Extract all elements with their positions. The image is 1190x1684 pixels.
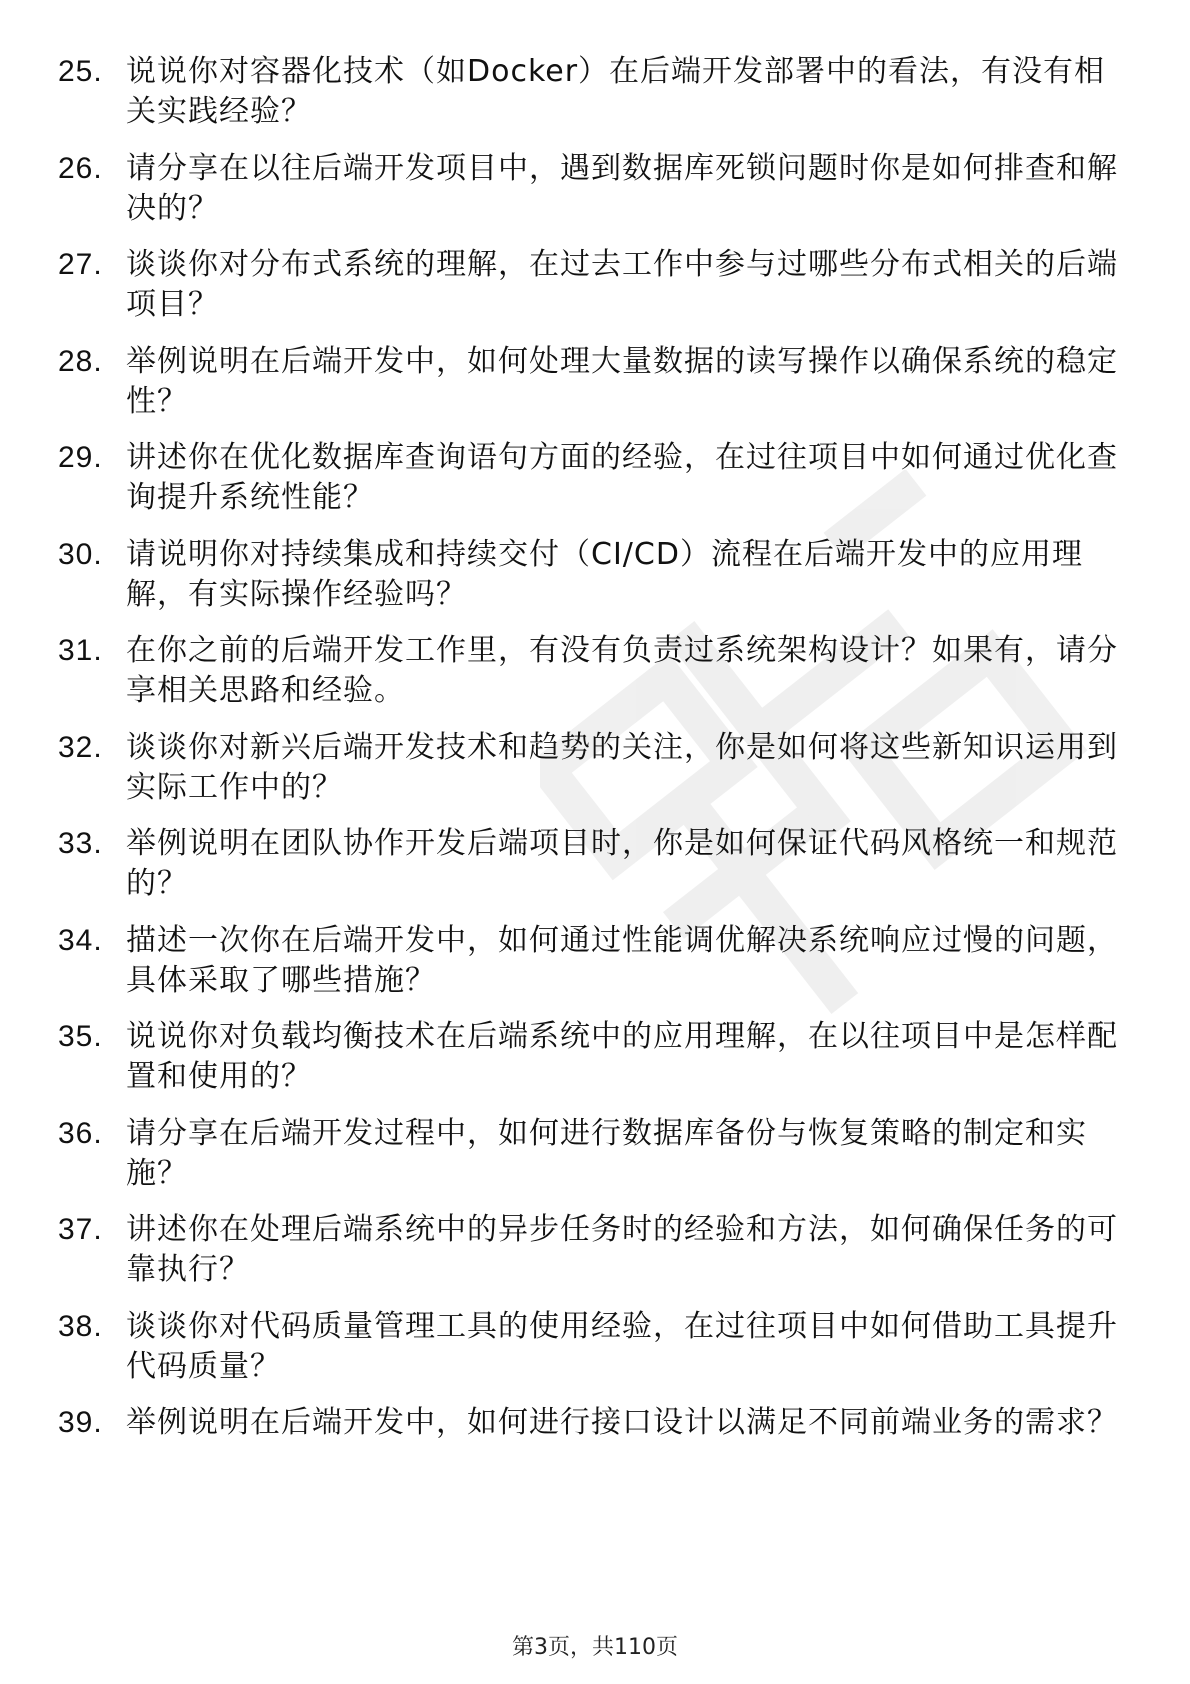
question-number: 34.	[58, 923, 103, 957]
question-item	[58, 1403, 1118, 1443]
question-text: 请说明你对持续集成和持续交付（CI/CD）流程在后端开发中的应用理解，有实际操作经验吗？	[126, 536, 1083, 612]
question-text: 说说你对容器化技术（如Docker）在后端开发部署中的看法，有没有相关实践经验？	[126, 54, 1106, 129]
page-footer: 第3页，共110页	[512, 1635, 678, 1660]
question-text: 请分享在后端开发过程中，如何进行数据库备份与恢复策略的制定和实施？	[126, 1115, 1087, 1191]
question-number: 37.	[58, 1213, 103, 1246]
question-number: 25.	[58, 55, 103, 88]
question-item	[58, 1307, 1118, 1387]
question-number: 35.	[58, 1020, 103, 1053]
question-item	[58, 631, 1118, 711]
question-item	[58, 342, 1118, 422]
question-item	[58, 1114, 1118, 1194]
question-text: 讲述你在优化数据库查询语句方面的经验，在过往项目中如何通过优化查询提升系统性能？	[126, 440, 1118, 515]
question-number: 31.	[58, 634, 103, 667]
question-text: 请分享在以往后端开发项目中，遇到数据库死锁问题时你是如何排查和解决的？	[126, 150, 1118, 226]
question-item	[58, 535, 1118, 615]
question-item	[58, 149, 1118, 229]
question-number: 28.	[58, 344, 103, 378]
question-text: 谈谈你对分布式系统的理解，在过去工作中参与过哪些分布式相关的后端项目？	[126, 247, 1118, 322]
question-text: 在你之前的后端开发工作里，有没有负责过系统架构设计？如果有，请分享相关思路和经验。	[126, 633, 1118, 708]
question-list	[58, 52, 1118, 1460]
question-number: 36.	[58, 1116, 103, 1150]
question-number: 26.	[58, 151, 103, 185]
question-number: 30.	[58, 537, 103, 571]
question-number: 33.	[58, 827, 103, 860]
question-item	[58, 1017, 1118, 1097]
question-number: 39.	[58, 1406, 103, 1439]
question-item	[58, 245, 1118, 325]
question-text: 说说你对负载均衡技术在后端系统中的应用理解，在以往项目中是怎样配置和使用的？	[126, 1019, 1118, 1094]
question-number: 29.	[58, 441, 103, 474]
question-item	[58, 921, 1118, 1001]
question-item	[58, 728, 1118, 808]
question-number: 27.	[58, 248, 103, 281]
question-text: 谈谈你对新兴后端开发技术和趋势的关注，你是如何将这些新知识运用到实际工作中的？	[126, 729, 1118, 805]
question-number: 32.	[58, 730, 103, 764]
question-text: 谈谈你对代码质量管理工具的使用经验，在过往项目中如何借助工具提升代码质量？	[126, 1308, 1118, 1384]
question-text: 讲述你在处理后端系统中的异步任务时的经验和方法，如何确保任务的可靠执行？	[126, 1212, 1118, 1287]
question-number: 38.	[58, 1309, 103, 1343]
question-text: 举例说明在团队协作开发后端项目时，你是如何保证代码风格统一和规范的？	[126, 826, 1118, 901]
question-item	[58, 438, 1118, 518]
question-text: 举例说明在后端开发中，如何处理大量数据的读写操作以确保系统的稳定性？	[126, 343, 1118, 419]
question-item	[58, 52, 1118, 132]
question-text: 描述一次你在后端开发中，如何通过性能调优解决系统响应过慢的问题，具体采取了哪些措施？	[126, 922, 1118, 998]
question-text: 举例说明在后端开发中，如何进行接口设计以满足不同前端业务的需求？	[126, 1405, 1118, 1440]
question-item	[58, 824, 1118, 904]
question-item	[58, 1210, 1118, 1290]
